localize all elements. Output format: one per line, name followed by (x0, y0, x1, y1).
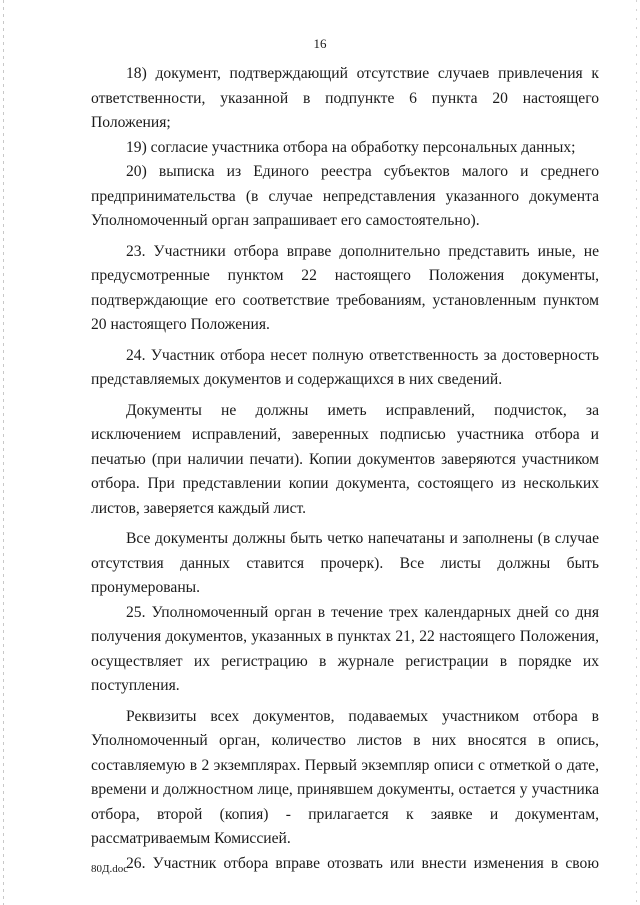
paragraph-item-20: 20) выписка из Единого реестра субъектов малого и среднего предпринимательства (в случае непредставления указанного документа Уполномоченный орган запрашивает его самостоятельно). (91, 163, 599, 229)
footer-filename: 80Д.doc (91, 863, 129, 875)
paragraph-item-18: 18) документ, подтверждающий отсутствие случаев привлечения к ответственности, указанной в подпункте 6 пункта 20 настоящего Положения; (91, 65, 599, 131)
paragraph-documents-requirements: Документы не должны иметь исправлений, подчисток, за исключением исправлений, заверенных подписью участника отбора и печатью (при наличии печати). Копии документов заверяются участником отбора. При представлении копии документа, состоящего из нескольких листов, заверяется каждый лист. (91, 401, 599, 517)
paragraph-documents-printing: Все документы должны быть четко напечатаны и заполнены (в случае отсутствия данных ставится прочерк). Все листы должны быть пронумерованы. (91, 530, 599, 596)
paragraph-clause-26: 26. Участник отбора вправе отозвать или внести изменения в свою (126, 854, 599, 872)
paragraph-clause-25: 25. Уполномоченный орган в течение трех календарных дней со дня получения документов, указанных в пунктах 21, 22 настоящего Положения, осуществляет их регистрацию в журнале регистрации в порядке их поступления. (91, 603, 599, 694)
scan-edge-right (636, 0, 637, 905)
document-body (91, 62, 599, 876)
scan-edge-left (3, 0, 4, 905)
page-number: 16 (313, 36, 327, 51)
paragraph-item-19: 19) согласие участника отбора на обработку персональных данных; (126, 138, 576, 156)
paragraph-clause-24: 24. Участник отбора несет полную ответственность за достоверность представляемых документов и содержащихся в них сведений. (91, 346, 599, 388)
paragraph-clause-23: 23. Участники отбора вправе дополнительно представить иные, не предусмотренные пунктом 22 настоящего Положения документы, подтверждающие его соответствие требованиям, установленным пунктом 20 настоящего Положения. (91, 242, 599, 333)
paragraph-inventory: Реквизиты всех документов, подаваемых участником отбора в Уполномоченный орган, количество листов в них вносятся в опись, составляемую в 2 экземплярах. Первый экземпляр описи с отметкой о дате, времени и должностном лице, принявшем документы, остается у участника отбора, второй (копия) - прилагается к заявке и документам, рассматриваемым Комиссией. (91, 707, 599, 847)
